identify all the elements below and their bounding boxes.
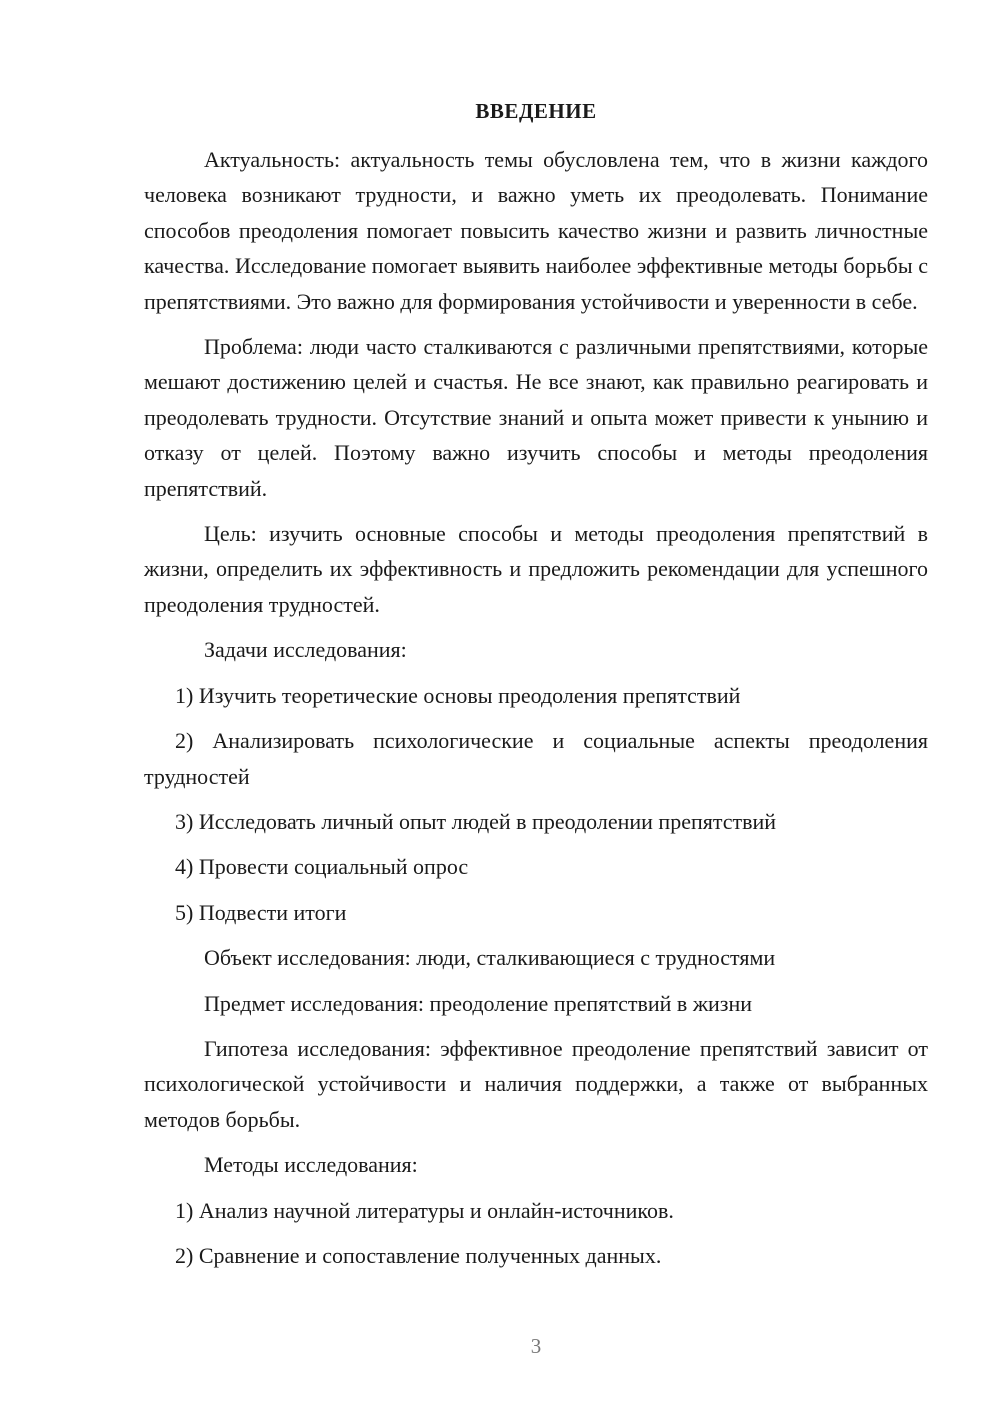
page-number: 3 bbox=[530, 1334, 542, 1358]
paragraph-methods-heading: Методы исследования: bbox=[204, 1152, 418, 1178]
list-item-task-3: 3) Исследовать личный опыт людей в преодолении препятствий bbox=[175, 808, 777, 834]
paragraph-goal: Цель: изучить основные способы и методы преодоления препятствий в жизни, определить их эффективность и предложить рекомендации для успешного преодоления трудностей. bbox=[144, 521, 928, 617]
paragraph-subject: Предмет исследования: преодоление препятствий в жизни bbox=[204, 990, 753, 1016]
list-item-method-2: 2) Сравнение и сопоставление полученных данных. bbox=[175, 1242, 662, 1268]
section-heading: ВВЕДЕНИЕ bbox=[475, 99, 597, 123]
list-item-task-5: 5) Подвести итоги bbox=[175, 899, 347, 925]
document-body bbox=[144, 142, 928, 1283]
paragraph-hypothesis: Гипотеза исследования: эффективное преодоление препятствий зависит от психологической устойчивости и наличия поддержки, а также от выбранных методов борьбы. bbox=[144, 1035, 928, 1132]
list-item-task-2: 2) Анализировать психологические и социальные аспекты преодоления трудностей bbox=[144, 728, 928, 789]
document-page bbox=[144, 0, 928, 1414]
paragraph-tasks-heading: Задачи исследования: bbox=[204, 637, 407, 663]
list-item-task-1: 1) Изучить теоретические основы преодоления препятствий bbox=[175, 682, 741, 708]
paragraph-relevance: Актуальность: актуальность темы обусловлена тем, что в жизни каждого человека возникают трудности, и важно уметь их преодолевать. Понимание способов преодоления помогает повысить качество жизни и развить личностные качества. Исследование помогает выявить наиболее эффективные методы борьбы с препятствиями. Это важно для формирования устойчивости и уверенности в себе. bbox=[144, 147, 928, 314]
list-item-method-1: 1) Анализ научной литературы и онлайн-источников. bbox=[175, 1197, 674, 1223]
list-item-task-4: 4) Провести социальный опрос bbox=[175, 854, 469, 880]
paragraph-problem: Проблема: люди часто сталкиваются с различными препятствиями, которые мешают достижению целей и счастья. Не все знают, как правильно реагировать и преодолевать трудности. Отсутствие знаний и опыта может привести к унынию и отказу от целей. Поэтому важно изучить способы и методы преодоления препятствий. bbox=[144, 334, 928, 501]
paragraph-object: Объект исследования: люди, сталкивающиеся с трудностями bbox=[204, 945, 776, 971]
